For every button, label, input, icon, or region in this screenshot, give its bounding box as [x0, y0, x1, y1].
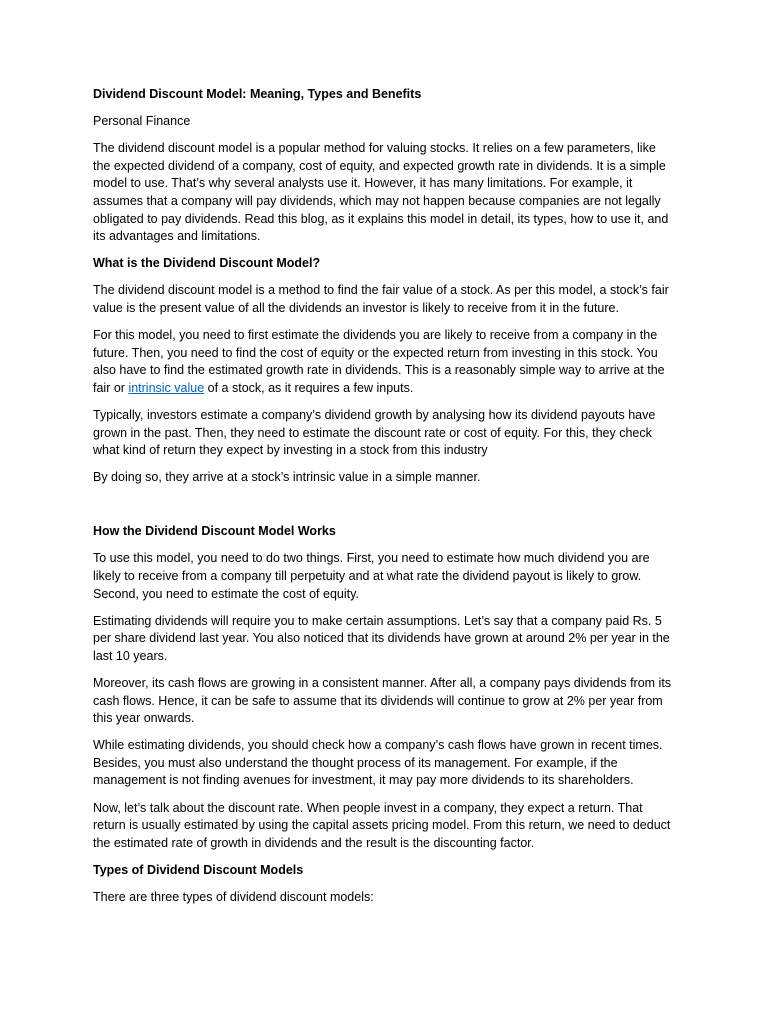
heading-how-ddm-works: How the Dividend Discount Model Works — [93, 524, 336, 539]
paragraph: To use this model, you need to do two things. First, you need to estimate how much dividend you are likely to receive from a company till perpetuity and at what rate the dividend payout is likely to grow. Second, you need to estimate the cost of equity. — [93, 551, 650, 601]
paragraph: Now, let’s talk about the discount rate. When people invest in a company, they expect a return. That return is usually estimated by using the capital assets pricing model. From this return, we need to deduct the estimated rate of growth in dividends and the result is the discounting factor. — [93, 800, 671, 850]
document-title: Dividend Discount Model: Meaning, Types and Benefits — [93, 87, 422, 101]
paragraph-text: For this model, you need to first estimate the dividends you are likely to receive from a company in the future. Then, you need to find the cost of equity or the expected return from investing in this stock. You also have to find the estimated growth rate in dividends. This is a reasonably simple way to arrive at the fair or — [93, 328, 665, 395]
category-label: Personal Finance — [93, 114, 191, 129]
intro-paragraph: The dividend discount model is a popular method for valuing stocks. It relies on a few parameters, like the expected dividend of a company, cost of equity, and expected growth rate in dividends. It is a simple model to use. That’s why several analysts use it. However, it has many limitations. For example, it assumes that a company will pay dividends, which may not happen because companies are not legally obligated to pay dividends. Read this blog, as it explains this model in detail, its types, how to use it, and its advantages and limitations. — [93, 141, 669, 244]
heading-types-of-ddm: Types of Dividend Discount Models — [93, 862, 304, 877]
paragraph: The dividend discount model is a method to find the fair value of a stock. As per this model, a stock’s fair value is the present value of all the dividends an investor is likely to receive from it in the future. — [93, 283, 669, 315]
intrinsic-value-link[interactable]: intrinsic value — [128, 380, 205, 395]
paragraph: There are three types of dividend discount models: — [93, 889, 374, 904]
paragraph: Typically, investors estimate a company’s dividend growth by analysing how its dividend payouts have grown in the past. Then, they need to estimate the discount rate or cost of equity. For this, they check what kind of return they expect by investing in a stock from this industry — [93, 407, 656, 458]
paragraph-with-link — [93, 327, 676, 397]
paragraph: While estimating dividends, you should check how a company’s cash flows have grown in recent times. Besides, you must also understand the thought process of its management. For example, if the management is not finding avenues for investment, it may pay more dividends to its shareholders. — [93, 738, 663, 788]
paragraph-text: of a stock, as it requires a few inputs. — [204, 380, 414, 395]
paragraph: Moreover, its cash flows are growing in a consistent manner. After all, a company pays dividends from its cash flows. Hence, it can be safe to assume that its dividends will continue to grow at 2% per year from this year onwards. — [93, 675, 672, 726]
heading-what-is-ddm: What is the Dividend Discount Model? — [93, 256, 321, 271]
paragraph: By doing so, they arrive at a stock’s intrinsic value in a simple manner. — [93, 470, 481, 485]
blank-spacer — [93, 496, 676, 523]
paragraph: Estimating dividends will require you to make certain assumptions. Let’s say that a company paid Rs. 5 per share dividend last year. You also noticed that its dividends have grown at around 2% per year in the last 10 years. — [93, 613, 670, 663]
